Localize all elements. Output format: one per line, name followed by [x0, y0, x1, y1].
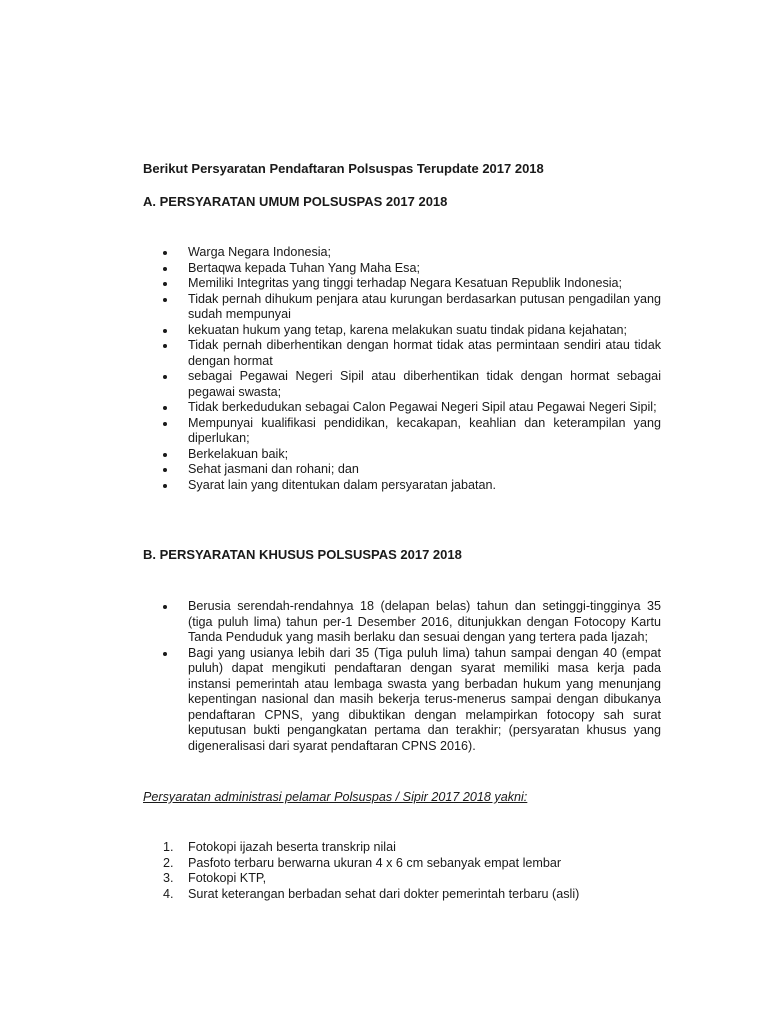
bullet-icon — [163, 605, 167, 609]
list-number: 1. — [163, 840, 174, 854]
bullet-icon — [163, 298, 167, 302]
list-item-text: Tidak berkedudukan sebagai Calon Pegawai Negeri Sipil atau Pegawai Negeri Sipil; — [188, 400, 657, 414]
list-item-text: sebagai Pegawai Negeri Sipil atau diberhentikan tidak dengan hormat sebagai pegawai swasta; — [188, 369, 661, 399]
list-item — [143, 840, 661, 856]
list-item-text: kekuatan hukum yang tetap, karena melakukan suatu tindak pidana kejahatan; — [188, 322, 627, 337]
bullet-icon — [163, 329, 167, 333]
bullet-icon — [163, 406, 167, 410]
list-item-text: Berusia serendah-rendahnya 18 (delapan belas) tahun dan setinggi-tingginya 35 (tiga puluh lima) tahun per-1 Desember 2016, ditunjukkan dengan Fotocopy Kartu Tanda Penduduk yang masih berlaku dan sesuai dengan yang tertera pada Ijazah; — [188, 599, 661, 644]
list-item-text: Tidak pernah dihukum penjara atau kurungan berdasarkan putusan pengadilan yang sudah mempunyai — [188, 291, 661, 321]
list-item — [143, 400, 661, 416]
bullet-icon — [163, 484, 167, 488]
list-number: 4. — [163, 886, 174, 901]
list-item-text: Pasfoto terbaru berwarna ukuran 4 x 6 cm sebanyak empat lembar — [188, 855, 562, 870]
list-item-text: Tidak pernah diberhentikan dengan hormat tidak atas permintaan sendiri atau tidak dengan hormat — [188, 338, 661, 368]
list-item — [143, 462, 661, 478]
document-title: Berikut Persyaratan Pendaftaran Polsuspas Terupdate 2017 2018 — [143, 161, 544, 176]
list-item — [143, 369, 661, 400]
list-item-text: Sehat jasmani dan rohani; dan — [188, 462, 359, 476]
list-item — [143, 245, 661, 261]
list-item — [143, 599, 661, 646]
bullet-icon — [163, 453, 167, 457]
list-item — [143, 338, 661, 369]
list-item — [143, 887, 661, 903]
list-item-text: Syarat lain yang ditentukan dalam persyaratan jabatan. — [188, 477, 497, 492]
list-item-text: Memiliki Integritas yang tinggi terhadap Negara Kesatuan Republik Indonesia; — [188, 276, 623, 290]
section-b-list — [143, 599, 661, 754]
list-item-text: Berkelakuan baik; — [188, 446, 289, 461]
list-item — [143, 856, 661, 872]
list-item-text: Warga Negara Indonesia; — [188, 245, 332, 259]
bullet-icon — [163, 375, 167, 379]
admin-requirements-list — [143, 840, 661, 902]
section-a-heading: A. PERSYARATAN UMUM POLSUSPAS 2017 2018 — [143, 194, 448, 209]
list-item — [143, 646, 661, 755]
list-item — [143, 276, 661, 292]
bullet-icon — [163, 422, 167, 426]
list-number: 2. — [163, 855, 174, 870]
list-item — [143, 871, 661, 887]
list-item-text: Fotokopi ijazah beserta transkrip nilai — [188, 840, 396, 854]
bullet-icon — [163, 344, 167, 348]
section-b-heading: B. PERSYARATAN KHUSUS POLSUSPAS 2017 2018 — [143, 547, 462, 562]
bullet-icon — [163, 652, 167, 656]
section-a-list — [143, 245, 661, 493]
list-item-text: Bagi yang usianya lebih dari 35 (Tiga puluh lima) tahun sampai dengan 40 (empat puluh) dapat mengikuti pendaftaran dengan syarat memiliki masa kerja pada instansi pemerintah atau lembaga swasta yang berbadan hukum yang menunjang kepentingan nasional dan masih bekerja terus-menerus sampai dengan dibukanya pendaftaran CPNS, yang dibuktikan dengan melampirkan fotocopy sah surat keputusan bukti pengangkatan pertama dan terakhir; (persyaratan khusus yang digeneralisasi dari syarat pendaftaran CPNS 2016). — [188, 645, 661, 753]
admin-requirements-note: Persyaratan administrasi pelamar Polsuspas / Sipir 2017 2018 yakni: — [143, 790, 528, 804]
list-item — [143, 447, 661, 463]
bullet-icon — [163, 267, 167, 271]
list-item-text: Fotokopi KTP, — [188, 871, 267, 885]
list-item-text: Bertaqwa kepada Tuhan Yang Maha Esa; — [188, 260, 420, 275]
list-item — [143, 416, 661, 447]
list-item — [143, 261, 661, 277]
list-item — [143, 478, 661, 494]
list-item-text: Mempunyai kualifikasi pendidikan, kecakapan, keahlian dan keterampilan yang diperlukan; — [188, 415, 661, 445]
bullet-icon — [163, 251, 167, 255]
list-item — [143, 323, 661, 339]
list-item — [143, 292, 661, 323]
bullet-icon — [163, 468, 167, 472]
list-item-text: Surat keterangan berbadan sehat dari dokter pemerintah terbaru (asli) — [188, 886, 580, 901]
list-number: 3. — [163, 871, 174, 885]
bullet-icon — [163, 282, 167, 286]
